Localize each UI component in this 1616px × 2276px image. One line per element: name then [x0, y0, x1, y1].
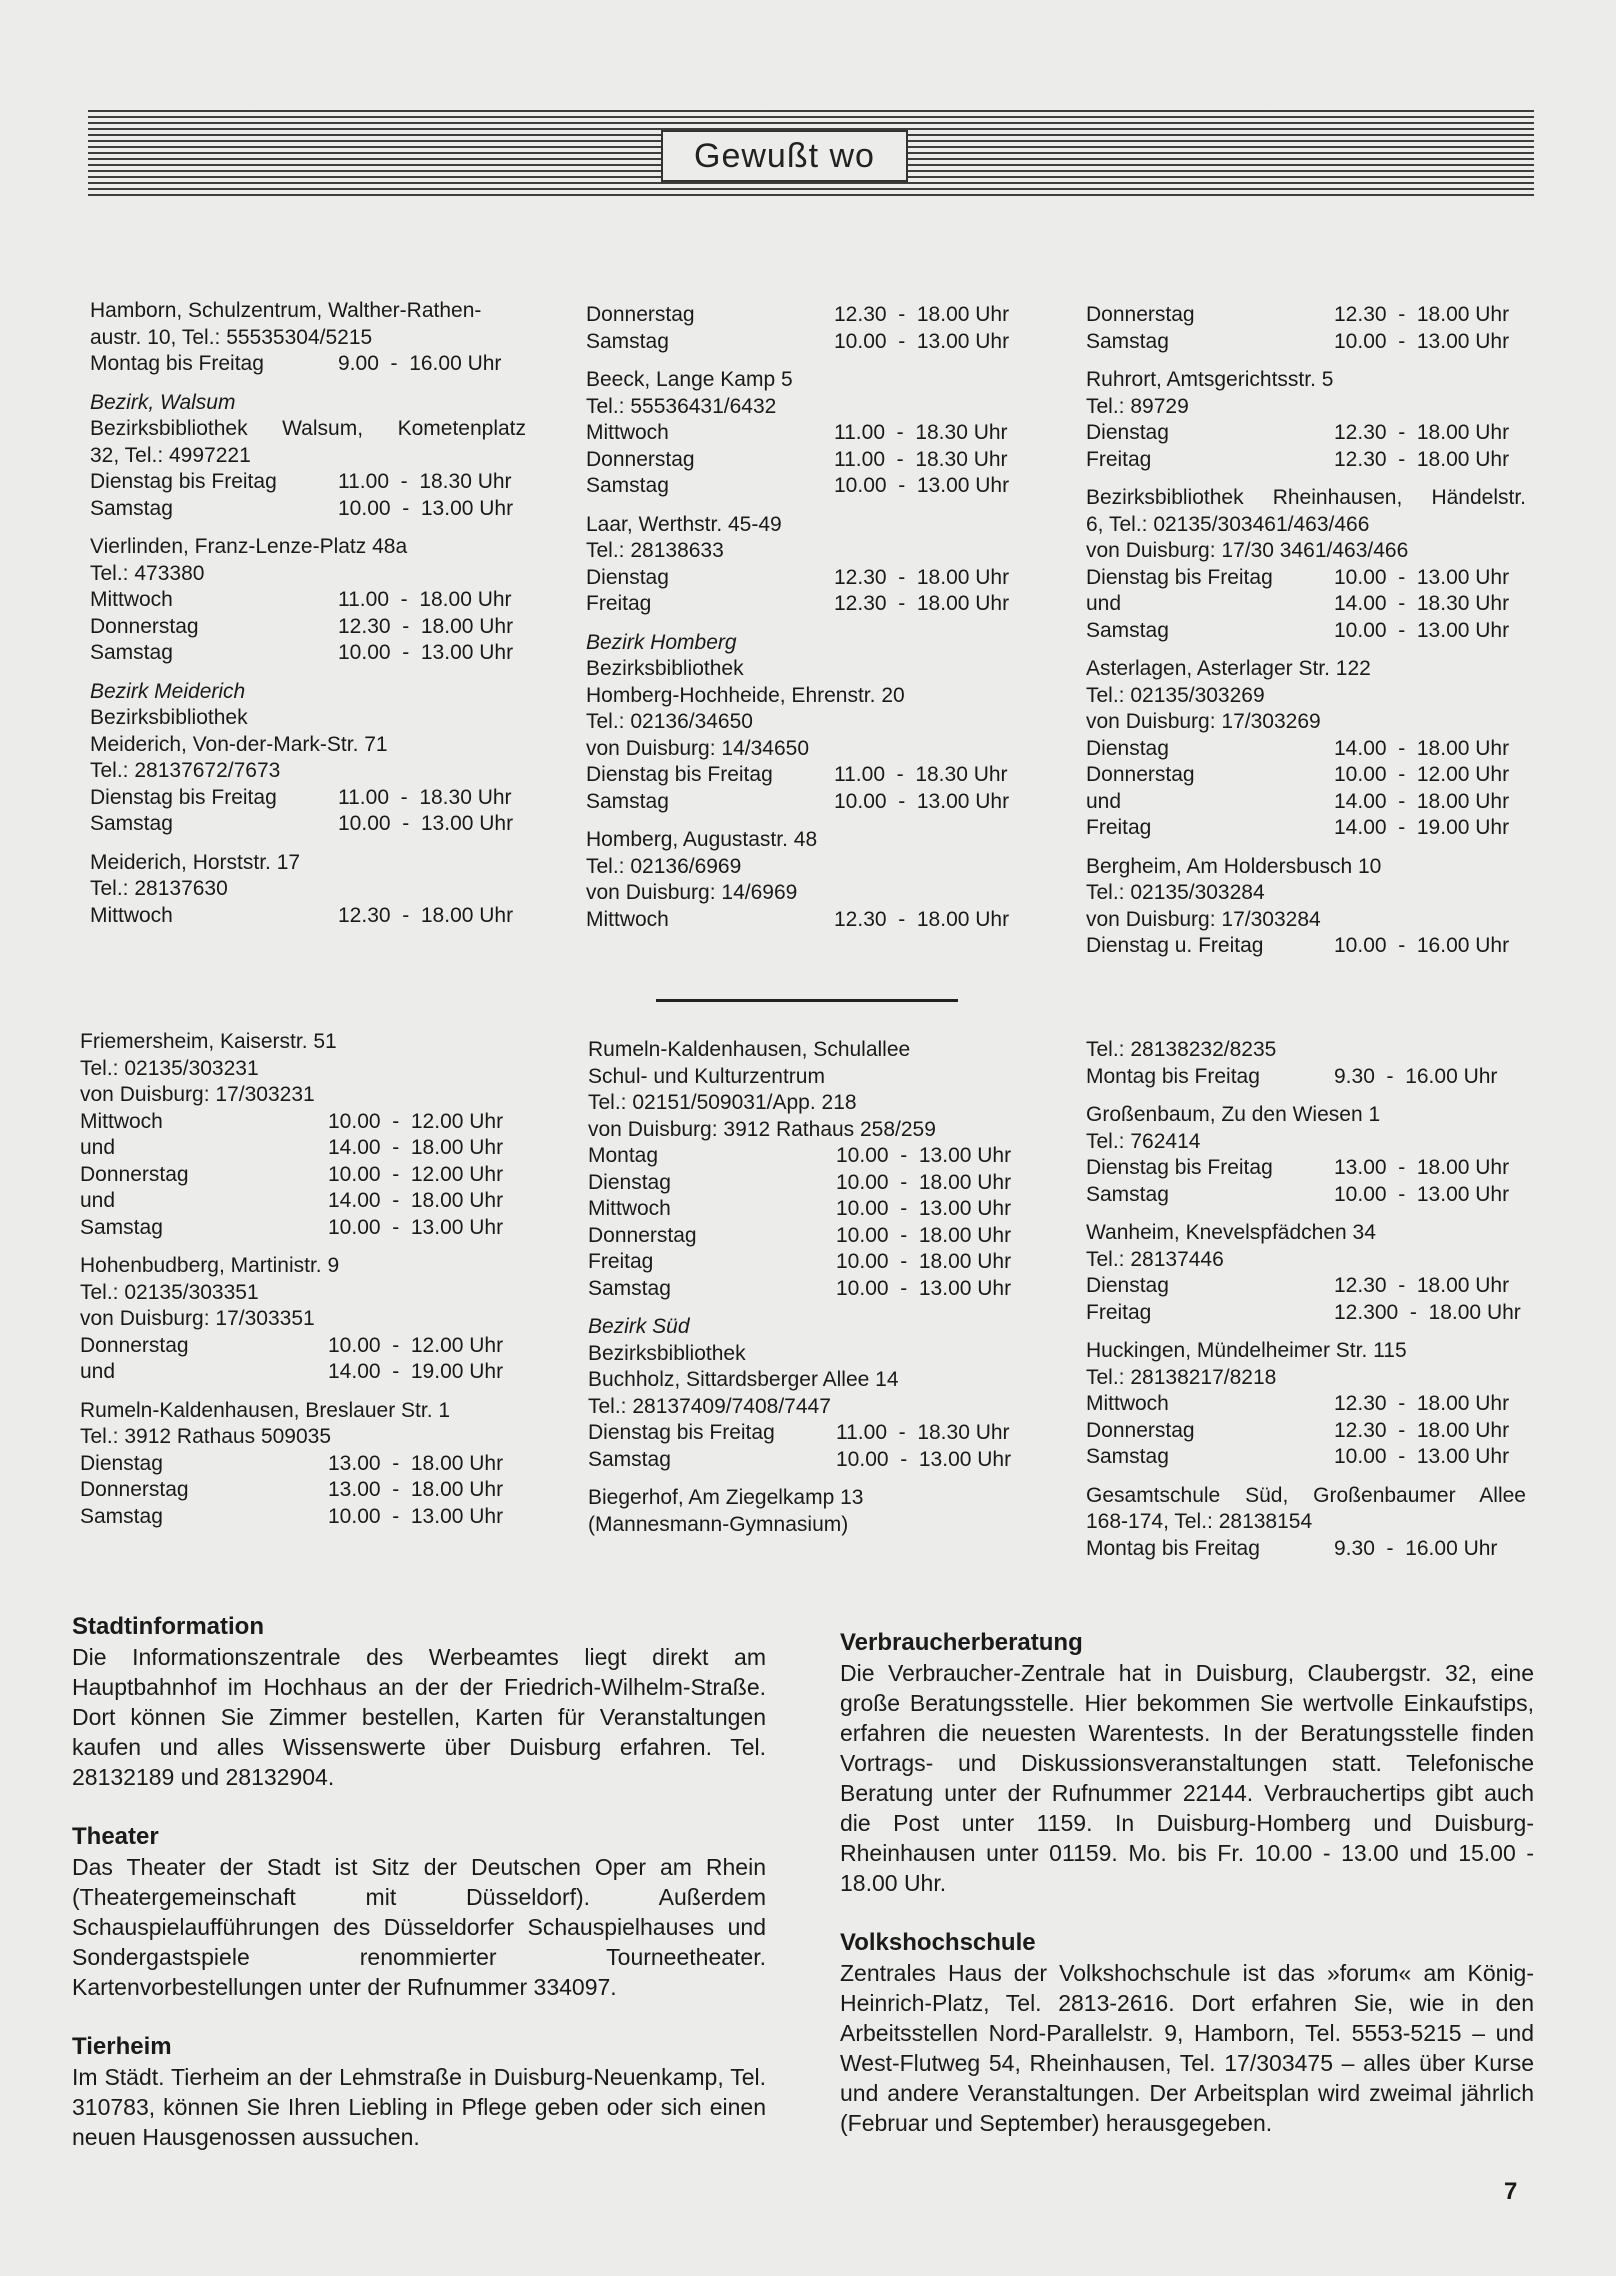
opening-day: Montag	[588, 1144, 659, 1167]
opening-day: Freitag	[588, 1250, 654, 1273]
opening-hours-row	[90, 811, 526, 838]
address-line: Tel.: 02135/303284	[1086, 881, 1265, 904]
opening-hours-row	[588, 1420, 1028, 1447]
library-entry	[80, 1029, 520, 1241]
section-heading: Volkshochschule	[840, 1929, 1036, 1956]
opening-hours-row	[1086, 736, 1526, 763]
address-line: Schul- und Kulturzentrum	[588, 1064, 825, 1088]
opening-time: 12.30 - 18.00 Uhr	[338, 614, 514, 638]
opening-hours-row	[80, 1162, 520, 1189]
opening-time: 12.30 - 18.00 Uhr	[1334, 1392, 1510, 1415]
opening-day: und	[80, 1136, 116, 1159]
address-line: Tel.: 28138232/8235	[1086, 1038, 1277, 1061]
opening-hours-row	[586, 565, 1026, 592]
opening-time: 11.00 - 18.30 Uhr	[834, 763, 1008, 786]
opening-time: 10.00 - 13.00 Uhr	[1334, 1182, 1510, 1206]
library-entry	[80, 1253, 520, 1386]
opening-hours-row	[1086, 1273, 1526, 1300]
opening-hours-row	[80, 1504, 520, 1531]
section-divider	[656, 999, 958, 1002]
opening-time: 12.30 - 18.00 Uhr	[1334, 1418, 1510, 1442]
opening-hours-row	[1086, 329, 1526, 356]
opening-hours-row	[586, 302, 1026, 329]
opening-hours-row	[586, 329, 1026, 356]
opening-hours-row	[1086, 789, 1526, 816]
opening-hours-row	[588, 1223, 1028, 1250]
address-line: von Duisburg: 17/303269	[1086, 710, 1321, 733]
directory-column-top-middle	[586, 302, 1026, 945]
opening-hours-row	[586, 762, 1026, 789]
address-line: (Mannesmann-Gymnasium)	[588, 1512, 849, 1536]
opening-time: 11.00 - 18.30 Uhr	[834, 447, 1008, 471]
address-line: Beeck, Lange Kamp 5	[586, 368, 793, 391]
directory-column-bottom-left	[80, 1029, 520, 1542]
address-line: Meiderich, Horststr. 17	[90, 850, 301, 874]
address-line: Bezirksbibliothek	[588, 1341, 746, 1365]
opening-day: Donnerstag	[90, 614, 199, 638]
address-line: Tel.: 28138217/8218	[1086, 1365, 1277, 1389]
opening-time: 10.00 - 18.00 Uhr	[836, 1170, 1012, 1194]
opening-hours-row	[1086, 1155, 1526, 1182]
opening-hours-row	[586, 591, 1026, 618]
address-line: Homberg-Hochheide, Ehrenstr. 20	[586, 683, 905, 707]
address-line: Tel.: 02136/6969	[586, 854, 742, 878]
opening-hours-row	[586, 447, 1026, 474]
opening-day: Samstag	[1086, 1182, 1169, 1206]
library-entry	[1086, 1220, 1526, 1326]
opening-day: und	[1086, 592, 1122, 615]
opening-hours-row	[1086, 1391, 1526, 1418]
opening-day: Mittwoch	[80, 1109, 163, 1133]
library-entry	[1086, 302, 1526, 355]
opening-time: 10.00 - 13.00 Uhr	[328, 1504, 504, 1528]
opening-day: Freitag	[1086, 816, 1152, 839]
opening-hours-row	[1086, 447, 1526, 474]
opening-hours-row	[586, 789, 1026, 816]
opening-day: Mittwoch	[586, 907, 669, 931]
opening-hours-row	[586, 420, 1026, 447]
address-line: von Duisburg: 17/30 3461/463/466	[1086, 539, 1409, 562]
opening-hours-row	[90, 587, 526, 614]
opening-hours-row	[90, 351, 526, 378]
opening-time: 12.30 - 18.00 Uhr	[834, 592, 1010, 615]
address-line: von Duisburg: 14/34650	[586, 736, 809, 760]
section-heading: Verbraucherberatung	[840, 1629, 1083, 1656]
library-entry	[588, 1037, 1028, 1302]
address-line: 32, Tel.: 4997221	[90, 443, 251, 467]
address-line: Tel.: 28138633	[586, 539, 724, 562]
opening-hours-row	[1086, 1536, 1526, 1563]
opening-time: 9.30 - 16.00 Uhr	[1334, 1536, 1498, 1560]
opening-day: Dienstag bis Freitag	[586, 763, 773, 786]
opening-time: 10.00 - 13.00 Uhr	[338, 496, 514, 520]
opening-hours-row	[90, 614, 526, 641]
address-line: Bezirksbibliothek Walsum, Kometenplatz	[90, 417, 526, 440]
opening-time: 12.300 - 18.00 Uhr	[1334, 1300, 1521, 1324]
address-line: Laar, Werthstr. 45-49	[586, 512, 782, 536]
district-heading: Bezirk Süd	[588, 1315, 690, 1338]
opening-hours-row	[90, 903, 526, 930]
section-text: Das Theater der Stadt ist Sitz der Deutschen Oper am Rhein (Theatergemeinschaft mit Düsseldorf). Außerdem Schauspielaufführungen des Düsseldorfer Schauspielhauses und Sondergastspiele renommierter Tourneetheater. Kartenvorbestellungen unter der Rufnummer 334097.	[72, 1854, 766, 2000]
opening-hours-row	[80, 1135, 520, 1162]
library-entry	[588, 1485, 1028, 1538]
opening-day: Donnerstag	[1086, 303, 1195, 326]
directory-column-bottom-right	[1086, 1037, 1526, 1574]
opening-hours-row	[1086, 302, 1526, 329]
opening-time: 10.00 - 18.00 Uhr	[836, 1250, 1012, 1273]
address-line: Tel.: 02151/509031/App. 218	[588, 1091, 857, 1114]
page-number: 7	[1504, 2178, 1518, 2205]
opening-day: Mittwoch	[586, 421, 669, 444]
opening-day: Dienstag bis Freitag	[90, 470, 277, 493]
opening-time: 14.00 - 19.00 Uhr	[1334, 816, 1510, 839]
opening-hours-row	[1086, 591, 1526, 618]
opening-time: 10.00 - 13.00 Uhr	[836, 1447, 1012, 1471]
address-line: Wanheim, Knevelspfädchen 34	[1086, 1221, 1376, 1244]
address-line: 168-174, Tel.: 28138154	[1086, 1510, 1313, 1533]
opening-time: 13.00 - 18.00 Uhr	[1334, 1156, 1510, 1179]
directory-column-top-left	[90, 298, 526, 941]
address-line: Tel.: 02136/34650	[586, 710, 753, 733]
opening-time: 14.00 - 18.00 Uhr	[328, 1189, 504, 1212]
opening-day: Donnerstag	[588, 1223, 697, 1247]
address-line: austr. 10, Tel.: 55535304/5215	[90, 325, 373, 349]
opening-time: 12.30 - 18.00 Uhr	[834, 907, 1010, 931]
address-line: Homberg, Augustastr. 48	[586, 828, 818, 851]
library-entry	[1086, 1483, 1526, 1563]
opening-day: Dienstag bis Freitag	[1086, 565, 1273, 589]
section-text: Im Städt. Tierheim an der Lehmstraße in Duisburg-Neuenkamp, Tel. 310783, können Sie Ihren Liebling in Pflege geben oder sich einen neuen Hausgenossen aussuchen.	[72, 2064, 766, 2150]
opening-hours-row	[588, 1276, 1028, 1303]
opening-time: 11.00 - 18.30 Uhr	[338, 470, 512, 493]
opening-time: 14.00 - 18.00 Uhr	[1334, 789, 1510, 813]
library-entry	[80, 1398, 520, 1531]
opening-time: 10.00 - 16.00 Uhr	[1334, 934, 1510, 957]
opening-time: 10.00 - 12.00 Uhr	[328, 1333, 504, 1357]
address-line: von Duisburg: 17/303231	[80, 1083, 315, 1106]
library-entry	[1086, 485, 1526, 644]
opening-hours-row	[80, 1215, 520, 1242]
address-line: Asterlagen, Asterlager Str. 122	[1086, 657, 1371, 680]
opening-time: 10.00 - 13.00 Uhr	[1334, 565, 1510, 589]
opening-day: Samstag	[586, 474, 669, 497]
library-entry	[90, 534, 526, 667]
opening-day: und	[1086, 789, 1122, 813]
opening-time: 10.00 - 13.00 Uhr	[1334, 618, 1510, 642]
opening-hours-row	[1086, 1418, 1526, 1445]
address-line: von Duisburg: 3912 Rathaus 258/259	[588, 1117, 936, 1141]
address-line: Bezirksbibliothek	[586, 657, 744, 680]
library-entry	[586, 302, 1026, 355]
directory-column-bottom-middle	[588, 1037, 1028, 1550]
opening-hours-row	[588, 1143, 1028, 1170]
opening-day: Freitag	[1086, 1300, 1152, 1324]
opening-hours-row	[588, 1196, 1028, 1223]
address-line: Bezirksbibliothek Rheinhausen, Händelstr.	[1086, 486, 1526, 509]
address-line: Bezirksbibliothek	[90, 706, 248, 729]
opening-time: 11.00 - 18.30 Uhr	[338, 785, 512, 809]
opening-hours-row	[1086, 1300, 1526, 1327]
opening-day: Freitag	[586, 592, 652, 615]
address-line: Friemersheim, Kaiserstr. 51	[80, 1030, 337, 1053]
opening-time: 9.30 - 16.00 Uhr	[1334, 1064, 1498, 1088]
address-line: Tel.: 02135/303231	[80, 1056, 259, 1080]
opening-time: 10.00 - 13.00 Uhr	[836, 1276, 1012, 1300]
library-entry	[90, 298, 526, 378]
opening-day: Samstag	[1086, 1445, 1169, 1468]
opening-day: Donnerstag	[80, 1478, 189, 1501]
opening-day: Dienstag bis Freitag	[90, 785, 277, 809]
opening-day: Montag bis Freitag	[90, 352, 264, 375]
opening-hours-row	[588, 1170, 1028, 1197]
opening-day: Dienstag bis Freitag	[588, 1421, 775, 1444]
library-entry	[90, 390, 526, 523]
address-line: Tel.: 3912 Rathaus 509035	[80, 1425, 332, 1448]
address-line: Tel.: 02135/303269	[1086, 683, 1265, 707]
opening-time: 10.00 - 12.00 Uhr	[328, 1162, 504, 1186]
opening-hours-row	[80, 1477, 520, 1504]
section-heading: Theater	[72, 1823, 159, 1850]
opening-time: 12.30 - 18.00 Uhr	[834, 565, 1010, 589]
address-line: Huckingen, Mündelheimer Str. 115	[1086, 1339, 1407, 1362]
opening-day: Donnerstag	[80, 1333, 189, 1357]
opening-day: Donnerstag	[1086, 763, 1195, 786]
opening-time: 12.30 - 18.00 Uhr	[1334, 421, 1510, 444]
opening-day: Mittwoch	[90, 588, 173, 611]
library-entry	[588, 1314, 1028, 1473]
opening-hours-row	[1086, 815, 1526, 842]
address-line: 6, Tel.: 02135/303461/463/466	[1086, 512, 1370, 536]
opening-time: 10.00 - 13.00 Uhr	[834, 329, 1010, 353]
opening-day: Dienstag	[1086, 1274, 1169, 1297]
address-line: Meiderich, Von-der-Mark-Str. 71	[90, 732, 388, 756]
opening-hours-row	[80, 1333, 520, 1360]
address-line: Ruhrort, Amtsgerichtsstr. 5	[1086, 368, 1334, 391]
opening-day: Dienstag bis Freitag	[1086, 1156, 1273, 1179]
opening-day: Samstag	[90, 812, 173, 835]
opening-hours-row	[588, 1447, 1028, 1474]
opening-time: 10.00 - 13.00 Uhr	[836, 1197, 1012, 1220]
section-heading: Tierheim	[72, 2033, 172, 2060]
opening-day: Montag bis Freitag	[1086, 1536, 1260, 1560]
address-line: Tel.: 55536431/6432	[586, 394, 777, 418]
address-line: von Duisburg: 17/303284	[1086, 907, 1321, 931]
opening-day: Samstag	[1086, 618, 1169, 642]
opening-hours-row	[1086, 762, 1526, 789]
library-entry	[586, 630, 1026, 816]
opening-hours-row	[1086, 618, 1526, 645]
info-column-left	[72, 1612, 766, 2182]
address-line: Tel.: 473380	[90, 561, 205, 585]
opening-time: 12.30 - 18.00 Uhr	[834, 303, 1010, 326]
opening-hours-row	[1086, 933, 1526, 960]
library-entry	[90, 850, 526, 930]
opening-time: 10.00 - 18.00 Uhr	[836, 1223, 1012, 1247]
opening-hours-row	[90, 469, 526, 496]
address-line: Tel.: 28137446	[1086, 1247, 1224, 1271]
district-heading: Bezirk Homberg	[586, 630, 737, 654]
address-line: Tel.: 762414	[1086, 1129, 1201, 1153]
opening-day: Mittwoch	[90, 903, 173, 927]
library-entry	[1086, 367, 1526, 473]
opening-hours-row	[90, 496, 526, 523]
opening-hours-row	[586, 473, 1026, 500]
opening-day: Samstag	[588, 1276, 671, 1300]
opening-time: 9.00 - 16.00 Uhr	[338, 352, 502, 375]
address-line: Buchholz, Sittardsberger Allee 14	[588, 1368, 899, 1391]
address-line: Großenbaum, Zu den Wiesen 1	[1086, 1103, 1381, 1126]
opening-time: 12.30 - 18.00 Uhr	[1334, 447, 1510, 471]
opening-day: Montag bis Freitag	[1086, 1064, 1260, 1088]
opening-hours-row	[1086, 565, 1526, 592]
address-line: Tel.: 89729	[1086, 394, 1189, 418]
library-entry	[586, 512, 1026, 618]
opening-time: 12.30 - 18.00 Uhr	[338, 903, 514, 927]
district-heading: Bezirk, Walsum	[90, 390, 236, 414]
opening-time: 10.00 - 13.00 Uhr	[834, 474, 1010, 497]
opening-hours-row	[586, 907, 1026, 934]
opening-day: Samstag	[80, 1215, 163, 1239]
address-line: Tel.: 28137630	[90, 877, 228, 900]
opening-day: Dienstag u. Freitag	[1086, 934, 1264, 957]
address-line: von Duisburg: 14/6969	[586, 881, 798, 904]
opening-time: 14.00 - 19.00 Uhr	[328, 1360, 504, 1383]
opening-day: Samstag	[90, 641, 173, 664]
opening-hours-row	[1086, 420, 1526, 447]
opening-hours-row	[90, 785, 526, 812]
section-text: Zentrales Haus der Volkshochschule ist das »forum« am König-Heinrich-Platz, Tel. 2813-2616. Dort erfahren Sie, wie in den Arbeitsstellen Nord-Parallelstr. 9, Hamborn, Tel. 5553-5215 – und West-Flutweg 54, Rheinhausen, Tel. 17/303475 – alles über Kurse und andere Veranstaltungen. Der Arbeitsplan wird zweimal jährlich (Februar und September) herausgegeben.	[840, 1960, 1534, 2136]
address-line: Tel.: 28137409/7408/7447	[588, 1394, 831, 1418]
opening-hours-row	[90, 640, 526, 667]
opening-day: Dienstag	[588, 1170, 671, 1194]
opening-hours-row	[588, 1249, 1028, 1276]
directory-column-top-right	[1086, 302, 1526, 972]
opening-day: Donnerstag	[80, 1162, 189, 1186]
opening-hours-row	[1086, 1444, 1526, 1471]
opening-day: Dienstag	[1086, 736, 1169, 760]
address-line: Gesamtschule Süd, Großenbaumer Allee	[1086, 1483, 1526, 1507]
opening-time: 14.00 - 18.00 Uhr	[328, 1136, 504, 1159]
opening-time: 10.00 - 12.00 Uhr	[328, 1109, 504, 1133]
opening-time: 11.00 - 18.00 Uhr	[338, 588, 512, 611]
address-line: Tel.: 02135/303351	[80, 1280, 259, 1304]
opening-time: 14.00 - 18.30 Uhr	[1334, 592, 1510, 615]
opening-hours-row	[80, 1359, 520, 1386]
library-entry	[1086, 1102, 1526, 1208]
opening-time: 10.00 - 13.00 Uhr	[834, 789, 1010, 813]
library-entry	[586, 827, 1026, 933]
opening-time: 10.00 - 12.00 Uhr	[1334, 763, 1510, 786]
opening-hours-row	[1086, 1064, 1526, 1091]
opening-hours-row	[1086, 1182, 1526, 1209]
page-title: Gewußt wo	[661, 130, 908, 182]
opening-hours-row	[80, 1451, 520, 1478]
address-line: von Duisburg: 17/303351	[80, 1307, 315, 1330]
opening-time: 14.00 - 18.00 Uhr	[1334, 736, 1510, 760]
opening-day: Samstag	[90, 496, 173, 520]
opening-day: Donnerstag	[1086, 1418, 1195, 1442]
section-text: Die Verbraucher-Zentrale hat in Duisburg, Claubergstr. 32, eine große Beratungsstelle. Hier bekommen Sie wertvolle Einkaufstips, erfahren die neuesten Warentests. In der Beratungsstelle finden Vortrags- und Diskussionsveranstaltungen statt. Telefonische Beratung unter der Rufnummer 22144. Verbrauchertips gibt auch die Post unter 1159. In Duisburg-Homberg und Duisburg-Rheinhausen unter 01159. Mo. bis Fr. 10.00 - 13.00 und 15.00 - 18.00 Uhr.	[840, 1660, 1534, 1896]
opening-day: Samstag	[586, 789, 669, 813]
opening-time: 10.00 - 13.00 Uhr	[328, 1215, 504, 1239]
library-entry	[1086, 1037, 1526, 1090]
opening-time: 10.00 - 13.00 Uhr	[836, 1144, 1012, 1167]
address-line: Vierlinden, Franz-Lenze-Platz 48a	[90, 535, 408, 558]
opening-day: Donnerstag	[586, 447, 695, 471]
opening-day: Samstag	[586, 329, 669, 353]
opening-hours-row	[80, 1109, 520, 1136]
address-line: Rumeln-Kaldenhausen, Breslauer Str. 1	[80, 1398, 451, 1422]
opening-day: Dienstag	[586, 565, 669, 589]
section-heading: Stadtinformation	[72, 1613, 264, 1640]
opening-time: 10.00 - 13.00 Uhr	[1334, 1445, 1510, 1468]
address-line: Bergheim, Am Holdersbusch 10	[1086, 854, 1382, 878]
opening-day: Dienstag	[80, 1451, 163, 1475]
opening-time: 10.00 - 13.00 Uhr	[1334, 329, 1510, 353]
opening-day: Mittwoch	[1086, 1392, 1169, 1415]
opening-day: Samstag	[588, 1447, 671, 1471]
opening-time: 10.00 - 13.00 Uhr	[338, 812, 514, 835]
address-line: Tel.: 28137672/7673	[90, 759, 281, 782]
opening-day: Samstag	[1086, 329, 1169, 353]
address-line: Hamborn, Schulzentrum, Walther-Rathen-	[90, 299, 482, 322]
opening-day: Freitag	[1086, 447, 1152, 471]
opening-hours-row	[80, 1188, 520, 1215]
address-line: Rumeln-Kaldenhausen, Schulallee	[588, 1038, 911, 1061]
opening-time: 12.30 - 18.00 Uhr	[1334, 1274, 1510, 1297]
opening-time: 13.00 - 18.00 Uhr	[328, 1451, 504, 1475]
opening-time: 12.30 - 18.00 Uhr	[1334, 303, 1510, 326]
library-entry	[1086, 854, 1526, 960]
address-line: Hohenbudberg, Martinistr. 9	[80, 1254, 340, 1277]
opening-time: 11.00 - 18.30 Uhr	[834, 421, 1008, 444]
opening-time: 13.00 - 18.00 Uhr	[328, 1478, 504, 1501]
opening-time: 11.00 - 18.30 Uhr	[836, 1421, 1010, 1444]
library-entry	[90, 679, 526, 838]
opening-day: Mittwoch	[588, 1197, 671, 1220]
info-column-right	[840, 1628, 1534, 2168]
address-line: Biegerhof, Am Ziegelkamp 13	[588, 1486, 864, 1509]
opening-day: und	[80, 1189, 116, 1212]
opening-day: Donnerstag	[586, 303, 695, 326]
opening-day: und	[80, 1360, 116, 1383]
library-entry	[586, 367, 1026, 500]
opening-time: 10.00 - 13.00 Uhr	[338, 641, 514, 664]
opening-day: Dienstag	[1086, 421, 1169, 444]
opening-day: Samstag	[80, 1504, 163, 1528]
library-entry	[1086, 656, 1526, 842]
library-entry	[1086, 1338, 1526, 1471]
section-text: Die Informationszentrale des Werbeamtes liegt direkt am Hauptbahnhof im Hochhaus an der der Friedrich-Wilhelm-Straße. Dort können Sie Zimmer bestellen, Karten für Veranstaltungen kaufen und alles Wissenswerte über Duisburg erfahren. Tel. 28132189 und 28132904.	[72, 1644, 766, 1790]
district-heading: Bezirk Meiderich	[90, 679, 246, 703]
